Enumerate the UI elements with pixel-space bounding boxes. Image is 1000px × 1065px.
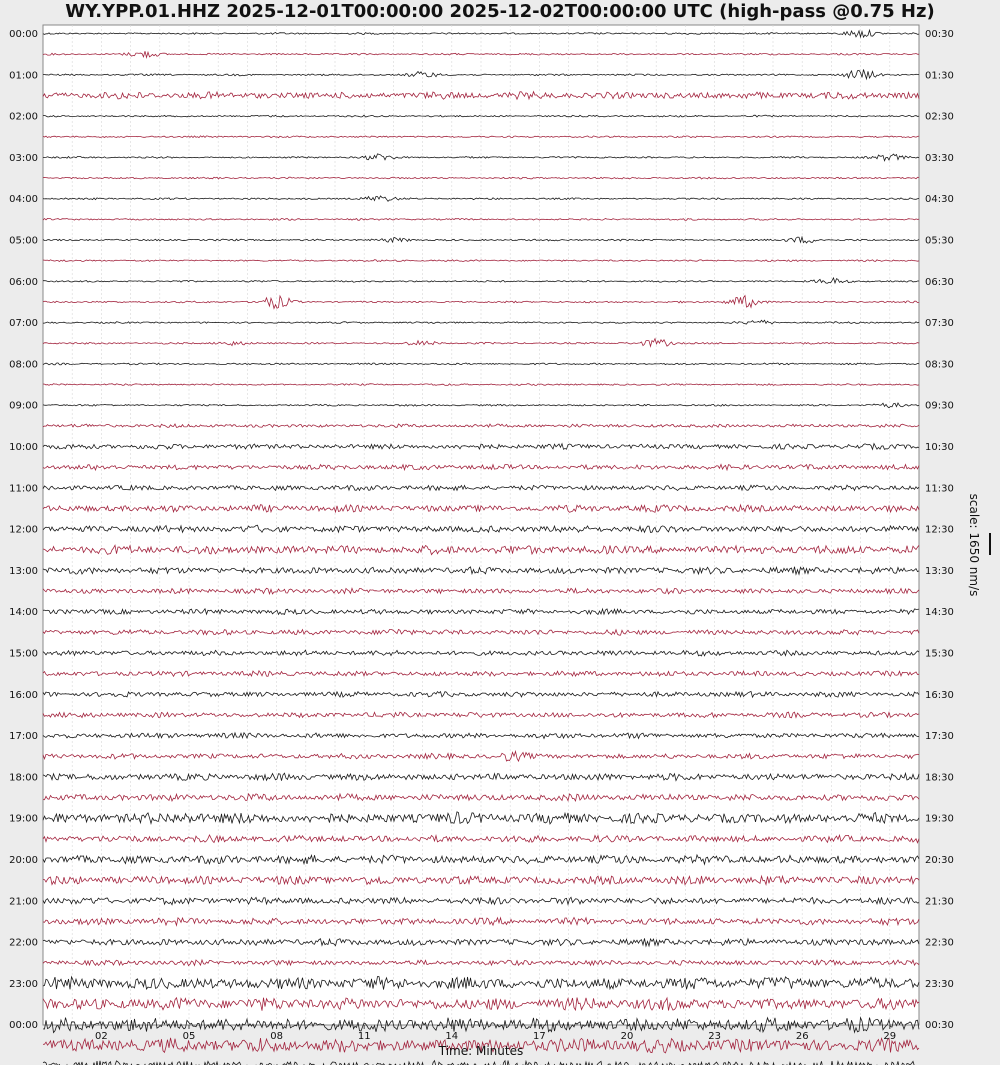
right-time-label: 00:30 xyxy=(925,1020,954,1032)
right-time-label: 00:30 xyxy=(925,29,954,40)
right-time-label: 15:30 xyxy=(925,648,954,660)
chart-title: WY.YPP.01.HHZ 2025-12-01T00:00:00 2025-12-02T00:00:00 UTC (high-pass @0.75 Hz) xyxy=(65,1,935,22)
left-time-label: 22:00 xyxy=(9,937,38,949)
left-time-label: 21:00 xyxy=(9,896,38,908)
right-time-label: 12:30 xyxy=(925,524,954,536)
left-time-label: 01:00 xyxy=(9,70,38,82)
left-time-label: 10:00 xyxy=(9,442,38,453)
right-time-label: 16:30 xyxy=(925,689,954,701)
right-time-label: 07:30 xyxy=(925,318,954,330)
left-time-label: 17:00 xyxy=(9,731,38,743)
left-time-label: 08:00 xyxy=(9,359,38,371)
left-time-label: 20:00 xyxy=(9,855,38,866)
left-time-label: 00:00 xyxy=(9,1020,38,1032)
x-tick-label: 02 xyxy=(95,1031,108,1042)
left-time-label: 04:00 xyxy=(9,194,38,206)
right-time-label: 14:30 xyxy=(925,607,954,619)
x-tick-label: 23 xyxy=(708,1031,721,1042)
right-time-label: 08:30 xyxy=(925,359,954,371)
left-time-label: 09:00 xyxy=(9,400,38,412)
right-time-label: 22:30 xyxy=(925,937,954,949)
x-tick-label: 17 xyxy=(533,1031,546,1042)
x-tick-label: 08 xyxy=(270,1031,283,1042)
left-time-label: 05:00 xyxy=(9,235,38,247)
left-time-label: 13:00 xyxy=(9,565,38,577)
left-time-label: 03:00 xyxy=(9,152,38,164)
x-tick-label: 20 xyxy=(620,1031,634,1042)
left-time-label: 06:00 xyxy=(9,276,38,288)
right-time-label: 03:30 xyxy=(925,152,954,164)
right-time-label: 04:30 xyxy=(925,194,954,206)
left-time-label: 16:00 xyxy=(9,689,38,701)
left-time-label: 11:00 xyxy=(9,483,38,495)
right-time-label: 19:30 xyxy=(925,813,954,825)
right-time-label: 09:30 xyxy=(925,400,954,412)
left-time-label: 02:00 xyxy=(9,111,38,123)
x-axis-label: Time: Minutes xyxy=(438,1044,524,1058)
right-time-label: 21:30 xyxy=(925,896,954,908)
right-time-label: 01:30 xyxy=(925,70,954,82)
right-time-label: 10:30 xyxy=(925,442,954,453)
right-time-labels xyxy=(925,29,954,1031)
left-time-label: 12:00 xyxy=(9,524,38,536)
trace-line xyxy=(43,1061,919,1065)
scale-label: scale: 1650 nm/s xyxy=(967,493,981,597)
left-time-label: 00:00 xyxy=(9,29,38,40)
left-time-label: 07:00 xyxy=(9,318,38,330)
right-time-label: 06:30 xyxy=(925,276,954,288)
right-time-label: 23:30 xyxy=(925,978,954,990)
left-time-label: 23:00 xyxy=(9,978,38,990)
x-tick-label: 14 xyxy=(445,1031,459,1042)
left-time-label: 18:00 xyxy=(9,772,38,784)
x-tick-label: 05 xyxy=(182,1031,196,1042)
left-time-label: 14:00 xyxy=(9,607,38,619)
right-time-label: 18:30 xyxy=(925,772,954,784)
x-tick-label: 29 xyxy=(883,1031,897,1042)
left-time-label: 15:00 xyxy=(9,648,38,660)
x-tick-label: 11 xyxy=(357,1031,371,1042)
right-time-label: 13:30 xyxy=(925,565,954,577)
left-time-labels xyxy=(9,29,38,1031)
x-tick-label: 26 xyxy=(795,1031,809,1042)
right-time-label: 20:30 xyxy=(925,855,954,866)
right-time-label: 02:30 xyxy=(925,111,954,123)
right-time-label: 05:30 xyxy=(925,235,954,247)
right-time-label: 17:30 xyxy=(925,731,954,743)
right-time-label: 11:30 xyxy=(925,483,954,495)
left-time-label: 19:00 xyxy=(9,813,38,825)
